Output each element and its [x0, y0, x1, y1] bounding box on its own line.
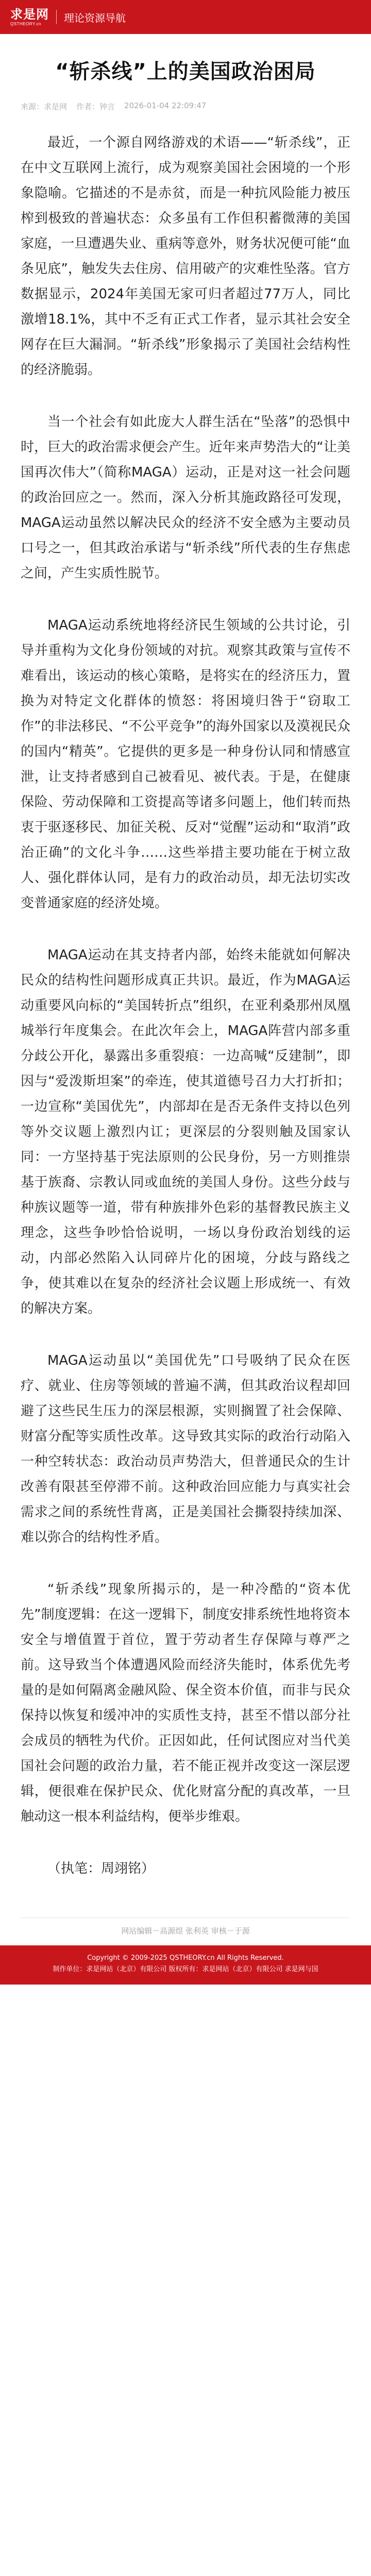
article-author: 作者：钟言 — [76, 102, 115, 111]
article-paragraph: MAGA运动虽以“美国优先”口号吸纳了民众在医疗、就业、住房等领域的普遍不满，但其政治议程却回避了这些民生压力的深层根源，实则搁置了社会保障、财富分配等实质性改革。这导致其实际的政治行动陷入一种空转状态：政治动员声势浩大，但普通民众的生计改善有限甚至停滞不前。这种政治回应能力与真实社会需求之间的系统性背离，正是美国社会撕裂持续加深、难以弥合的结构性矛盾。 — [21, 1353, 350, 1545]
article-paragraph: MAGA运动在其支持者内部，始终未能就如何解决民众的结构性问题形成真正共识。最近，作为MAGA运动重要风向标的“美国转折点”组织，在亚利桑那州凤凰城举行年度集会。在此次年会上，MAGA阵营内部多重分歧公开化，暴露出多重裂痕：一边高喊“反建制”，即因与“爱泼斯坦案”的牵连，使其道德号召力大打折扣；一边宣称“美国优先”，内部却在是否无条件支持以色列等外交议题上激烈内讧；更深层的分裂则触及国家认同：一方坚持基于宪法原则的公民身份，另一方则推崇基于族裔、宗教认同或血统的美国人身份。这些分歧与种族议题等一道，带有种族排外色彩的基督教民族主义理念，这些争吵恰恰说明，一场以身份政治划线的运动，内部必然陷入认同碎片化的困境，分歧与路线之争，使其难以在复杂的经济社会议题上形成统一、有效的解决方案。 — [21, 947, 350, 1316]
article-meta — [21, 101, 350, 112]
top-header-bar — [0, 0, 371, 34]
article-paragraph: 当一个社会有如此庞大人群生活在“坠落”的恐惧中时，巨大的政治需求便会产生。近年来声势浩大的“让美国再次伟大”（简称MAGA）运动，正是对这一社会问题的政治回应之一。然而，深入分析其施政路径可发现，MAGA运动虽然以解决民众的经济不安全感为主要动员口号之一，但其政治承诺与“斩杀线”所代表的生存焦虑之间，产生实质性脱节。 — [21, 414, 350, 581]
article-paragraph: 最近，一个源自网络游戏的术语——“斩杀线”，正在中文互联网上流行，成为观察美国社会困境的一个形象隐喻。它描述的不是赤贫，而是一种抗风险能力被压榨到极致的普遍状态：众多虽有工作但积蓄微薄的美国家庭，一旦遭遇失业、重病等意外，财务状况便可能“血条见底”，触发失去住房、信用破产的灾难性坠落。官方数据显示，2024年美国无家可归者超过77万人，同比激增18.1%，其中不乏有正式工作者，显示其社会安全网存在巨大漏洞。“斩杀线”形象揭示了美国社会结构性的经济脆弱。 — [21, 135, 350, 378]
site-logo-text: 求是网 — [10, 7, 49, 22]
article-source: 来源：求是网 — [21, 102, 68, 111]
resource-nav-link[interactable]: 理论资源导航 — [64, 11, 126, 24]
article-body — [0, 55, 371, 1945]
article-paragraph: “斩杀线”现象所揭示的，是一种冷酷的“资本优先”制度逻辑：在这一逻辑下，制度安排系统性地将资本安全与增值置于首位，置于劳动者生存保障与尊严之前。这导致当个体遭遇风险而经济失能时，体系优先考量的是如何隔离金融风险、保全资本价值，而非与民众保持以恢复和缓冲冲的实质性支持，甚至不惜以部分社会成员的牺牲为代价。正因如此，任何试图应对当代美国社会问题的政治力量，若不能正视并改变这一深层逻辑，便很难在保护民众、优化财富分配的真改革，一旦触动这一根本利益结构，便举步维艰。 — [21, 1582, 350, 1824]
header-divider — [56, 10, 57, 24]
article-paragraph: MAGA运动系统地将经济民生领域的公共讨论，引导并重构为文化身份领域的对抗。观察其政策与宣传不难看出，该运动的核心策略，是将实在的经济压力，置换为对特定文化群体的愤怒：将困境归咎于“窃取工作”的非法移民、“不公平竞争”的海外国家以及漠视民众的国内“精英”。它提供的更多是一种身份认同和情感宣泄，让支持者感到自己被看见、被代表。于是，在健康保险、劳动保障和工资提高等诸多问题上，他们转而热衷于驱逐移民、加征关税、反对“觉醒”运动和“取消”政治正确”的文化斗争……这些举措主要功能在于树立敌人、强化群体认同，是有力的政治动员，却无法切实改变普通家庭的经济处境。 — [21, 618, 350, 911]
site-logo-subtext: QSTHEORY.cn — [10, 22, 41, 26]
article-title: “斩杀线”上的美国政治困局 — [55, 60, 316, 83]
footer-producer: 制作单位：求是网站（北京）有限公司 版权所有：求是网站（北京）有限公司 求是网与国 — [53, 1965, 318, 1973]
article-author-note: （执笔：周翊铭） — [47, 1861, 155, 1876]
site-footer — [0, 1945, 371, 1985]
editor-credits: 网站编辑－高源煜 张利英 审核－于源 — [21, 1918, 350, 1945]
footer-copyright: Copyright © 2009-2025 QSTHEORY.cn All Rights Reserved. — [87, 1954, 284, 1962]
article-datetime: 2026-01-04 22:09:47 — [124, 101, 207, 110]
site-logo[interactable] — [10, 7, 49, 27]
